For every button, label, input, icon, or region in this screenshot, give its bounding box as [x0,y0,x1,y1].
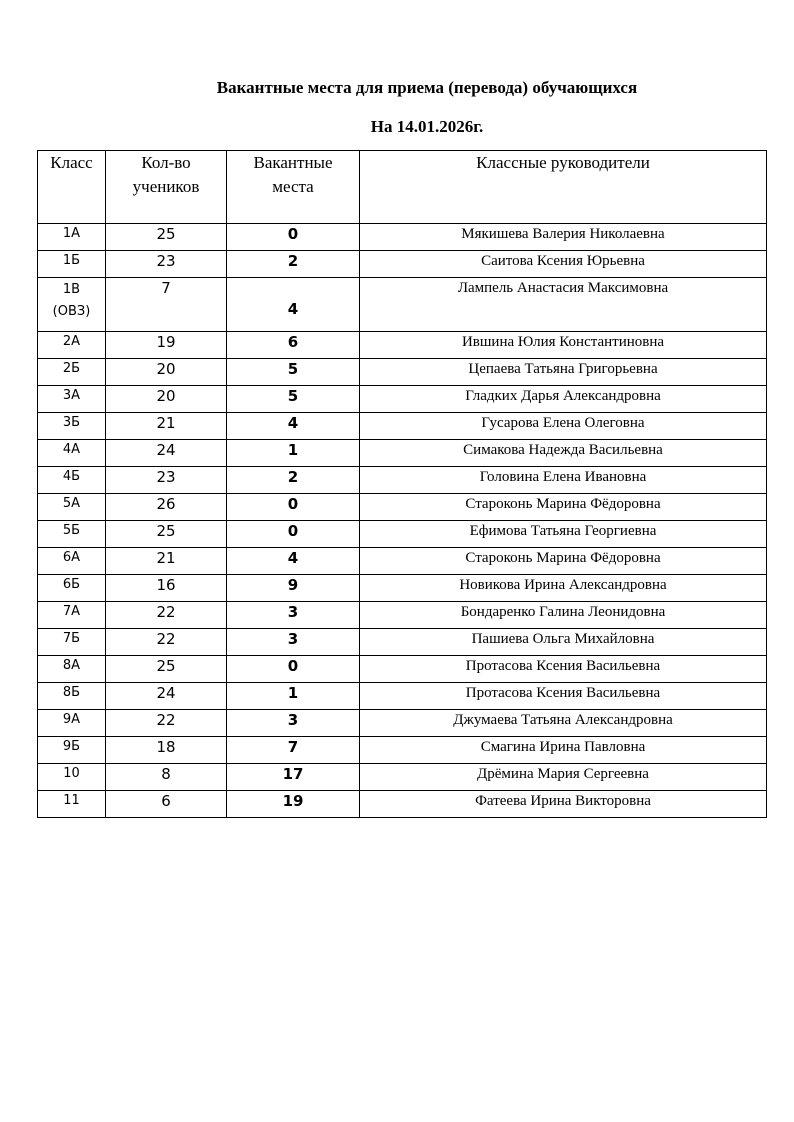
cell-vacant-places: 17 [227,764,360,791]
table-row [38,737,767,764]
cell-class-teacher: Бондаренко Галина Леонидовна [360,602,767,629]
class-name: 3Б [62,415,81,430]
cell-vacant-places: 0 [227,656,360,683]
header-students [106,151,227,224]
cell-students-count: 25 [106,656,227,683]
cell-class-teacher: Дрёмина Мария Сергеевна [360,764,767,791]
cell-class [38,629,106,656]
class-name: 1В [62,282,81,297]
cell-class-teacher: Гусарова Елена Олеговна [360,413,767,440]
cell-students-count: 22 [106,629,227,656]
header-students-line2: учеников [132,177,200,196]
cell-vacant-places: 0 [227,224,360,251]
cell-class-teacher: Новикова Ирина Александровна [360,575,767,602]
table-row [38,251,767,278]
header-vacant-line2: места [272,177,314,196]
cell-vacant-places: 2 [227,467,360,494]
table-row [38,791,767,818]
cell-class-teacher: Пашиева Ольга Михайловна [360,629,767,656]
table-row [38,413,767,440]
table-row [38,575,767,602]
cell-vacant-places: 2 [227,251,360,278]
class-name: 3А [62,388,81,403]
class-name: 1Б [62,253,81,268]
cell-class [38,359,106,386]
cell-vacant-places: 6 [227,332,360,359]
cell-class [38,683,106,710]
cell-class [38,494,106,521]
cell-vacant-places: 0 [227,494,360,521]
cell-students-count: 26 [106,494,227,521]
cell-vacant-places: 3 [227,602,360,629]
cell-class-teacher: Ефимова Татьяна Георгиевна [360,521,767,548]
table-row [38,440,767,467]
cell-class [38,521,106,548]
cell-class-teacher: Смагина Ирина Павловна [360,737,767,764]
table-row [38,332,767,359]
cell-class [38,413,106,440]
table-row [38,629,767,656]
cell-class [38,548,106,575]
class-note: (ОВЗ) [52,304,91,319]
cell-class [38,332,106,359]
cell-students-count: 24 [106,440,227,467]
cell-vacant-places: 4 [227,278,360,332]
cell-students-count: 21 [106,413,227,440]
table-row [38,683,767,710]
header-vacant-line1: Вакантные [253,153,333,172]
class-name: 11 [63,793,80,808]
cell-vacant-places: 4 [227,413,360,440]
cell-class [38,710,106,737]
table-row [38,602,767,629]
table-row [38,656,767,683]
cell-class [38,386,106,413]
cell-class [38,791,106,818]
class-name: 9Б [62,739,81,754]
cell-students-count: 23 [106,467,227,494]
cell-class-teacher: Мякишева Валерия Николаевна [360,224,767,251]
cell-vacant-places: 0 [227,521,360,548]
class-name: 6Б [62,577,81,592]
header-class [38,151,106,224]
cell-students-count: 18 [106,737,227,764]
cell-class-teacher: Староконь Марина Фёдоровна [360,494,767,521]
table-row [38,521,767,548]
class-name: 7А [62,604,81,619]
cell-class-teacher: Симакова Надежда Васильевна [360,440,767,467]
table-row [38,710,767,737]
cell-vacant-places: 7 [227,737,360,764]
cell-students-count: 19 [106,332,227,359]
document-title: Вакантные места для приема (перевода) обучающихся [216,78,638,97]
header-class-label: Класс [50,153,93,172]
table-row [38,467,767,494]
cell-vacant-places: 19 [227,791,360,818]
cell-class-teacher: Головина Елена Ивановна [360,467,767,494]
class-name: 2Б [62,361,81,376]
cell-vacant-places: 3 [227,629,360,656]
cell-students-count: 7 [106,278,227,332]
cell-class-teacher: Лампель Анастасия Максимовна [360,278,767,332]
cell-class-teacher: Гладких Дарья Александровна [360,386,767,413]
cell-students-count: 20 [106,359,227,386]
cell-class [38,440,106,467]
cell-class [38,251,106,278]
cell-class [38,224,106,251]
table-row [38,278,767,332]
cell-vacant-places: 9 [227,575,360,602]
cell-students-count: 20 [106,386,227,413]
cell-class [38,737,106,764]
cell-vacant-places: 1 [227,683,360,710]
cell-class-teacher: Саитова Ксения Юрьевна [360,251,767,278]
vacancies-table [37,150,767,818]
cell-class-teacher: Староконь Марина Фёдоровна [360,548,767,575]
class-name: 4А [62,442,81,457]
header-students-line1: Кол-во [141,153,191,172]
cell-class-teacher: Протасова Ксения Васильевна [360,656,767,683]
cell-class [38,575,106,602]
class-name: 8А [62,658,81,673]
class-name: 10 [63,766,80,781]
cell-students-count: 25 [106,521,227,548]
table-row [38,764,767,791]
document-date: На 14.01.2026г. [370,117,484,136]
cell-students-count: 23 [106,251,227,278]
cell-class [38,467,106,494]
cell-class-teacher: Фатеева Ирина Викторовна [360,791,767,818]
cell-vacant-places: 1 [227,440,360,467]
cell-students-count: 16 [106,575,227,602]
table-header-row [38,151,767,224]
cell-class [38,602,106,629]
cell-students-count: 6 [106,791,227,818]
table-row [38,224,767,251]
class-name: 1А [62,226,81,241]
table-row [38,494,767,521]
cell-vacant-places: 3 [227,710,360,737]
class-name: 6А [62,550,81,565]
class-name: 5А [62,496,81,511]
cell-class-teacher: Протасова Ксения Васильевна [360,683,767,710]
cell-students-count: 21 [106,548,227,575]
table-row [38,548,767,575]
class-name: 7Б [62,631,81,646]
cell-class-teacher: Цепаева Татьяна Григорьевна [360,359,767,386]
cell-students-count: 22 [106,602,227,629]
table-row [38,386,767,413]
cell-students-count: 24 [106,683,227,710]
cell-students-count: 25 [106,224,227,251]
header-vacant [227,151,360,224]
class-name: 4Б [62,469,81,484]
class-name: 9А [62,712,81,727]
class-name: 8Б [62,685,81,700]
cell-class [38,764,106,791]
cell-students-count: 22 [106,710,227,737]
header-teachers-label: Классные руководители [476,153,650,172]
header-teachers [360,151,767,224]
cell-class-teacher: Джумаева Татьяна Александровна [360,710,767,737]
cell-class-teacher: Ившина Юлия Константиновна [360,332,767,359]
cell-vacant-places: 4 [227,548,360,575]
class-name: 2А [62,334,81,349]
class-name: 5Б [62,523,81,538]
cell-vacant-places: 5 [227,386,360,413]
cell-vacant-places: 5 [227,359,360,386]
cell-class [38,278,106,332]
cell-class [38,656,106,683]
cell-students-count: 8 [106,764,227,791]
table-row [38,359,767,386]
